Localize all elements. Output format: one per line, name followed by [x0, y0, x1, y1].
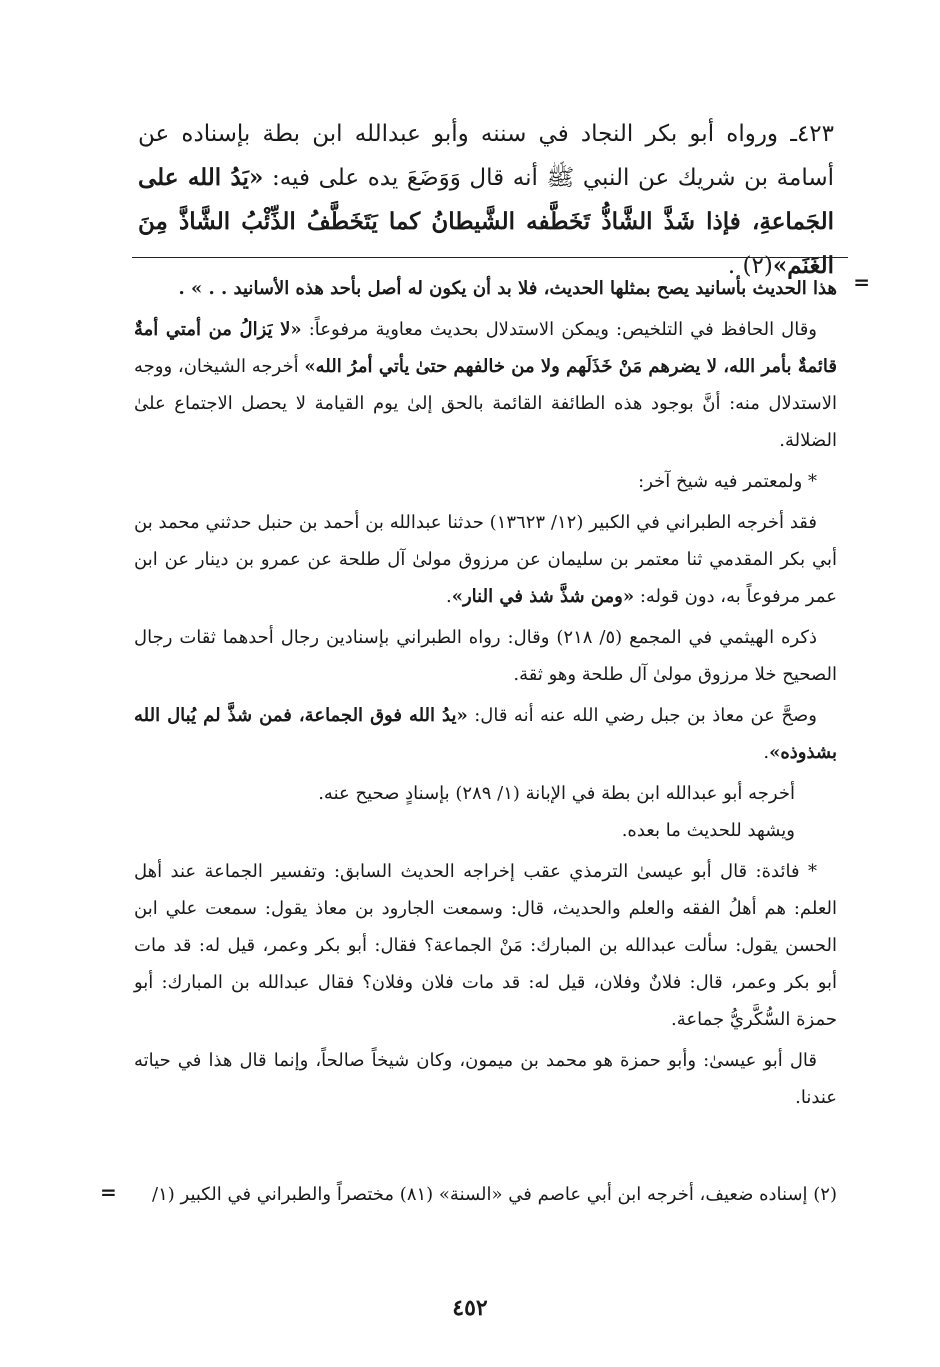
- footnote-2: (٢) إسناده ضعيف، أخرجه ابن أبي عاصم في «السنة» (٨١) مختصراً والطبراني في الكبير (١/: [152, 1184, 837, 1205]
- footnotes-block: [134, 270, 837, 1116]
- note-mutamir: * ولمعتمر فيه شيخ آخر:: [638, 471, 817, 492]
- note-muadh: [134, 697, 837, 771]
- note-tabarani-quote: «ومن شذَّ شذ في النار»: [451, 586, 635, 607]
- note-talkhis-rest: أخرجه الشيخان، ووجه الاستدلال منه: أنَّ بوجود هذه الطائفة القائمة بالحق إلىٰ يوم القيامة لا يحصل الاجتماع علىٰ الضلالة.: [134, 356, 837, 451]
- continuation-mark-top: =: [853, 270, 870, 294]
- footnote-divider: [132, 257, 848, 258]
- note-haythami: ذكره الهيثمي في المجمع (٥/ ٢١٨) وقال: رواه الطبراني بإسنادين رجال أحدهما ثقات رجال الصحيح خلا مرزوق مولىٰ آل طلحة وهو ثقة.: [134, 627, 837, 685]
- hadith-quote: «يَدُ الله على الجَماعةِ، فإذا شَذَّ الشَّاذُّ تَخَطَّفه الشَّيطانُ كما يَتَخَطَّفُ الذِّئْبُ الشَّاذَّ مِنَ الغَنَم»: [138, 164, 834, 279]
- main-text: [138, 112, 834, 288]
- note-talkhis-quote: «لا يَزالُ من أمتي أمةٌ قائمةٌ بأمر الله، لا يضرهم مَنْ خَذَلَهم ولا من خالفهم حتىٰ يأتي أمرُ الله»: [134, 319, 837, 377]
- note-tabarani: [134, 504, 837, 615]
- footnote-ref: (٢) .: [727, 253, 773, 279]
- note-faidah: * فائدة: قال أبو عيسىٰ الترمذي عقب إخراجه الحديث السابق: وتفسير الجماعة عند أهل العلم: هم أهلُ الفقه والعلم والحديث، قال: وسمعت الجارود بن معاذ يقول: سمعت علي ابن الحسن يقول: سألت عبدالله بن المبارك: مَنْ الجماعة؟ فقال: أبو بكر وعمر، قيل له: قد مات أبو بكر وعمر، قال: فلانٌ وفلان، قيل له: قد مات فلان وفلان؟ فقال عبدالله بن المبارك: أبو حمزة السُّكَّريُّ جماعة.: [134, 861, 837, 1030]
- note-muadh-end: .: [763, 742, 770, 763]
- note-quote-continued: هذا الحديث بأسانيد يصح بمثلها الحديث، فلا بد أن يكون له أصل بأحد هذه الأسانيد . . » .: [178, 278, 837, 299]
- note-muadh-quote: «يدُ الله فوق الجماعة، فمن شذَّ لم يُبال الله بشذوذه»: [134, 705, 837, 763]
- note-muadh-text: وصحَّ عن معاذ بن جبل رضي الله عنه أنه قال:: [467, 705, 817, 726]
- note-abu-isa: قال أبو عيسىٰ: وأبو حمزة هو محمد بن ميمون، وكان شيخاً صالحاً، وإنما قال هذا في حياته عندنا.: [134, 1050, 837, 1108]
- note-tabarani-end: .: [446, 586, 452, 607]
- note-line-1: [134, 270, 837, 307]
- note-talkhis: [134, 311, 837, 459]
- main-paragraph-text: ٤٢٣ـ ورواه أبو بكر النجاد في سننه وأبو عبدالله ابن بطة بإسناده عن أسامة بن شريك عن النبي ﷺ أنه قال وَوَضَعَ يده على فيه:: [138, 121, 835, 191]
- page-number: ٤٥٢: [452, 1295, 488, 1321]
- note-witness: ويشهد للحديث ما بعده.: [621, 820, 795, 841]
- note-ibanah: أخرجه أبو عبدالله ابن بطة في الإبانة (١/ ٢٨٩) بإسنادٍ صحيح عنه.: [318, 783, 795, 804]
- note-talkhis-text: وقال الحافظ في التلخيص: ويمكن الاستدلال بحديث معاوية مرفوعاً:: [301, 319, 817, 340]
- note-tabarani-text: فقد أخرجه الطبراني في الكبير (١٢/ ١٣٦٢٣) حدثنا عبدالله بن أحمد بن حنبل حدثني محمد بن أبي بكر المقدمي ثنا معتمر بن سليمان عن مرزوق مولىٰ آل طلحة عن عمرو بن دينار عن ابن عمر مرفوعاً به، دون قوله:: [134, 512, 837, 607]
- continuation-mark-bottom: =: [100, 1180, 117, 1204]
